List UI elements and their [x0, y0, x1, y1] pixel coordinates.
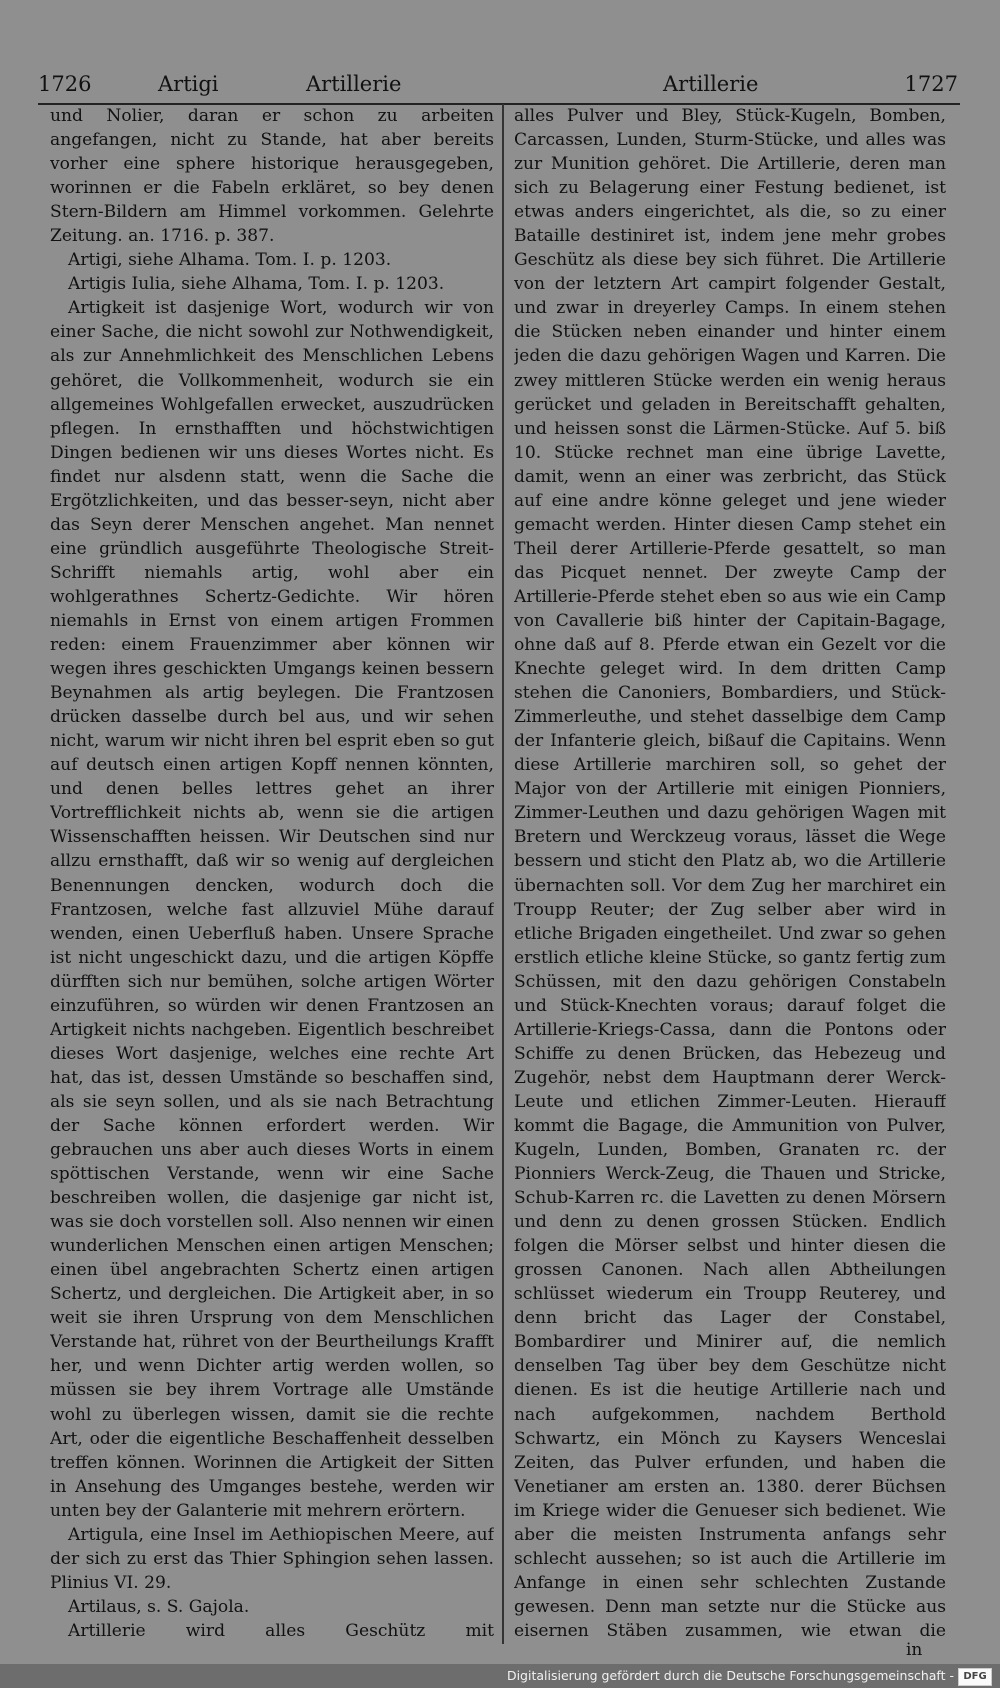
entry-artigis-iulia: Artigis Iulia, siehe Alhama, Tom. I. p. 1203.	[68, 274, 445, 295]
running-header	[38, 72, 958, 106]
entry-artilaus: Artilaus, s. S. Gajola.	[68, 1596, 250, 1617]
column-divider	[502, 104, 504, 1644]
entry-artillerie-continued: alles Pulver und Bley, Stück-Kugeln, Bomben, Carcassen, Lunden, Sturm-Stücke, und alles was zur Munition gehöret. Die Artillerie, deren man sich zu Belagerung einer Festung bedienet, ist etwas anders eingerichtet, als die, so zu einer Bataille destiniret ist, indem jene mehr grobes Geschütz als diese bey sich führet. Die Artillerie von der letztern Art campirt folgender Gestalt, und zwar in dreyerley Camps. In einem stehen die Stücken neben einander und hinter einem jeden die dazu gehörigen Wagen und Karren. Die zwey mittleren Stücke werden ein wenig heraus gerücket und geladen in Bereitschafft gehalten, und heissen sonst die Lärmen-Stücke. Auf 5. biß 10. Stücke rechnet man eine übrige Lavette, damit, wenn an einer was zerbricht, das Stück auf eine andre könne geleget und jene wieder gemacht werden. Hinter diesen Camp stehet ein Theil derer Artillerie-Pferde gesattelt, so man das Picquet nennet. Der zweyte Camp der Artillerie-Pferde stehet eben so aus wie ein Camp von Cavallerie biß hinter der Capitain-Bagage, ohne daß auf 8. Pferde etwan ein Gezelt vor die Knechte geleget wird. In dem dritten Camp stehen die Canoniers, Bombardiers, und Stück-Zimmerleuthe, und stehet dasselbige dem Camp der Infanterie gleich, bißauf die Capitains. Wenn diese Artillerie marchiren soll, so gehet der Major von der Artillerie mit einigen Pionniers, Zimmer-Leuthen und dazu gehörigen Wagen mit Bretern und Werckzeug voraus, lässet die Wege bessern und sticht den Platz ab, wo die Artillerie übernachten soll. Vor dem Zug her marchiret ein Troupp Reuter; der Zug selber aber wird in etliche Brigaden eingetheilet. Und zwar so gehen erstlich etliche kleine Stücke, so gantz fertig zum Schüssen, mit den dazu gehörigen Constabeln und Stück-Knechten voraus; darauf folget die Artillerie-Kriegs-Cassa, dann die Pontons oder Schiffe zu denen Brücken, das Hebezeug und Zugehör, nebst dem Hauptmann derer Werck-Leute und etlichen Zimmer-Leuten. Hierauff kommt die Bagage, die Ammunition von Pulver, Kugeln, Lunden, Bomben, Granaten rc. der Pionniers Werck-Zeug, die Thauen und Stricke, Schub-Karren rc. die Lavetten zu denen Mörsern und denn zu denen grossen Stücken. Endlich folgen die Mörser selbst und hinter diesen die grossen Canonen. Nach allen Abtheilungen schlüsset wiederum ein Troupp Reuterey, und denn bricht das Lager der Constabel, Bombardirer und Minirer auf, die nemlich denselben Tag über bey dem Geschütze nicht dienen. Es ist die heutige Artillerie nach und nach aufgekommen, nachdem Berthold Schwartz, ein Mönch zu Kaysers Wenceslai Zeiten, das Pulver erfunden, und haben die Venetianer am ersten an. 1380. derer Büchsen im Kriege wider die Genueser sich bedienet. Wie aber die meisten Instrumenta anfangs sehr schlecht aussehen; so ist auch die Artillerie im Anfange in einen sehr schlechten Zustande gewesen. Denn man setzte nur die Stücke aus eisernen Stäben zusammen, wie etwan die	[514, 106, 946, 1641]
footer-credit: Digitalisierung gefördert durch die Deutsche Forschungsgemeinschaft -	[506, 1668, 954, 1683]
left-header-keyword-last: Artillerie	[306, 72, 402, 96]
entry-artigula: Artigula, eine Insel im Aethiopischen Meere, auf der sich zu erst das Thier Sphingion sehen lassen. Plinius VI. 29.	[50, 1524, 494, 1593]
right-header-keyword: Artillerie	[663, 72, 759, 96]
right-page-number: 1727	[904, 72, 958, 96]
left-page-number: 1726	[38, 72, 92, 96]
entry-paragraph: und Nolier, daran er schon zu arbeiten angefangen, nicht zu Stande, hat aber bereits vorher eine sphere historique herausgegeben, worinnen er die Fabeln erkläret, so bey denen Stern-Bildern am Himmel vorkommen. Gelehrte Zeitung. an. 1716. p. 387.	[50, 106, 494, 247]
entry-artigi: Artigi, siehe Alhama. Tom. I. p. 1203.	[68, 250, 392, 271]
right-column	[514, 104, 946, 1644]
entry-artillerie: Artillerie wird alles Geschütz mit	[68, 1620, 494, 1641]
left-header-keyword-first: Artigi	[158, 72, 219, 96]
dfg-logo-icon: DFG	[958, 1668, 992, 1686]
left-column	[50, 104, 494, 1644]
digitization-footer	[0, 1664, 1000, 1688]
entry-artigkeit: Artigkeit ist dasjenige Wort, wodurch wir von einer Sache, die nicht sowohl zur Nothwendigkeit, als zur Annehmlichkeit des Menschlichen Lebens gehöret, die Vollkommenheit, wodurch sie ein allgemeines Wohlgefallen erwecket, auszudrücken pflegen. In ernsthafften und höchstwichtigen Dingen bedienen wir uns dieses Wortes nicht. Es findet nur alsdenn statt, wenn die Sache die Ergötzlichkeiten, und das besser-seyn, nicht aber das Seyn derer Menschen angehet. Man nennet eine gründlich ausgeführte Theologische Streit-Schrifft niemahls artig, wohl aber ein wohlgerathnes Schertz-Gedichte. Wir hören niemahls in Ernst von einem artigen Frommen reden: einem Frauenzimmer aber können wir wegen ihres geschickten Umgangs keinen bessern Beynahmen als artig beylegen. Die Frantzosen drücken dasselbe durch bel aus, und wir sehen nicht, warum wir nicht ihren bel esprit eben so gut auf deutsch einen artigen Kopff nennen könnten, und denen belles lettres gehet an ihrer Vortrefflichkeit nichts ab, wenn sie die artigen Wissenschafften heissen. Wir Deutschen sind nur allzu ernsthafft, daß wir so wenig auf dergleichen Benennungen dencken, wodurch doch die Frantzosen, welche fast allzuviel Mühe darauf wenden, einen Ueberfluß haben. Unsere Sprache ist nicht ungeschickt dazu, und die artigen Köpffe dürfften sich nur bemühen, solche artigen Wörter einzuführen, so würden wir denen Frantzosen an Artigkeit nichts nachgeben. Eigentlich beschreibet dieses Wort dasjenige, welches eine rechte Art hat, das ist, dessen Umstände so beschaffen sind, als sie seyn sollen, und als sie nach Betrachtung der Sache können erfordert werden. Wir gebrauchen uns aber auch dieses Worts in einem spöttischen Verstande, wenn wir eine Sache beschreiben wollen, die dasjenige gar nicht ist, was sie doch vorstellen soll. Also nennen wir einen wunderlichen Menschen einen artigen Menschen; einen übel angebrachten Schertz einen artigen Schertz, und dergleichen. Die Artigkeit aber, in so weit sie ihren Ursprung von dem Menschlichen Verstande hat, rühret von der Beurtheilungs Krafft her, und wenn Dichter artig werden wollen, so müssen sie bey ihrem Vortrage alle Umstände wohl zu überlegen wissen, damit sie die rechte Art, oder die eigentliche Beschaffenheit desselben treffen können. Worinnen die Artigkeit der Sitten in Ansehung des Umganges bestehe, werden wir unten bey der Galanterie mit mehrern erörtern.	[50, 298, 494, 1521]
catchword: in	[906, 1640, 923, 1660]
